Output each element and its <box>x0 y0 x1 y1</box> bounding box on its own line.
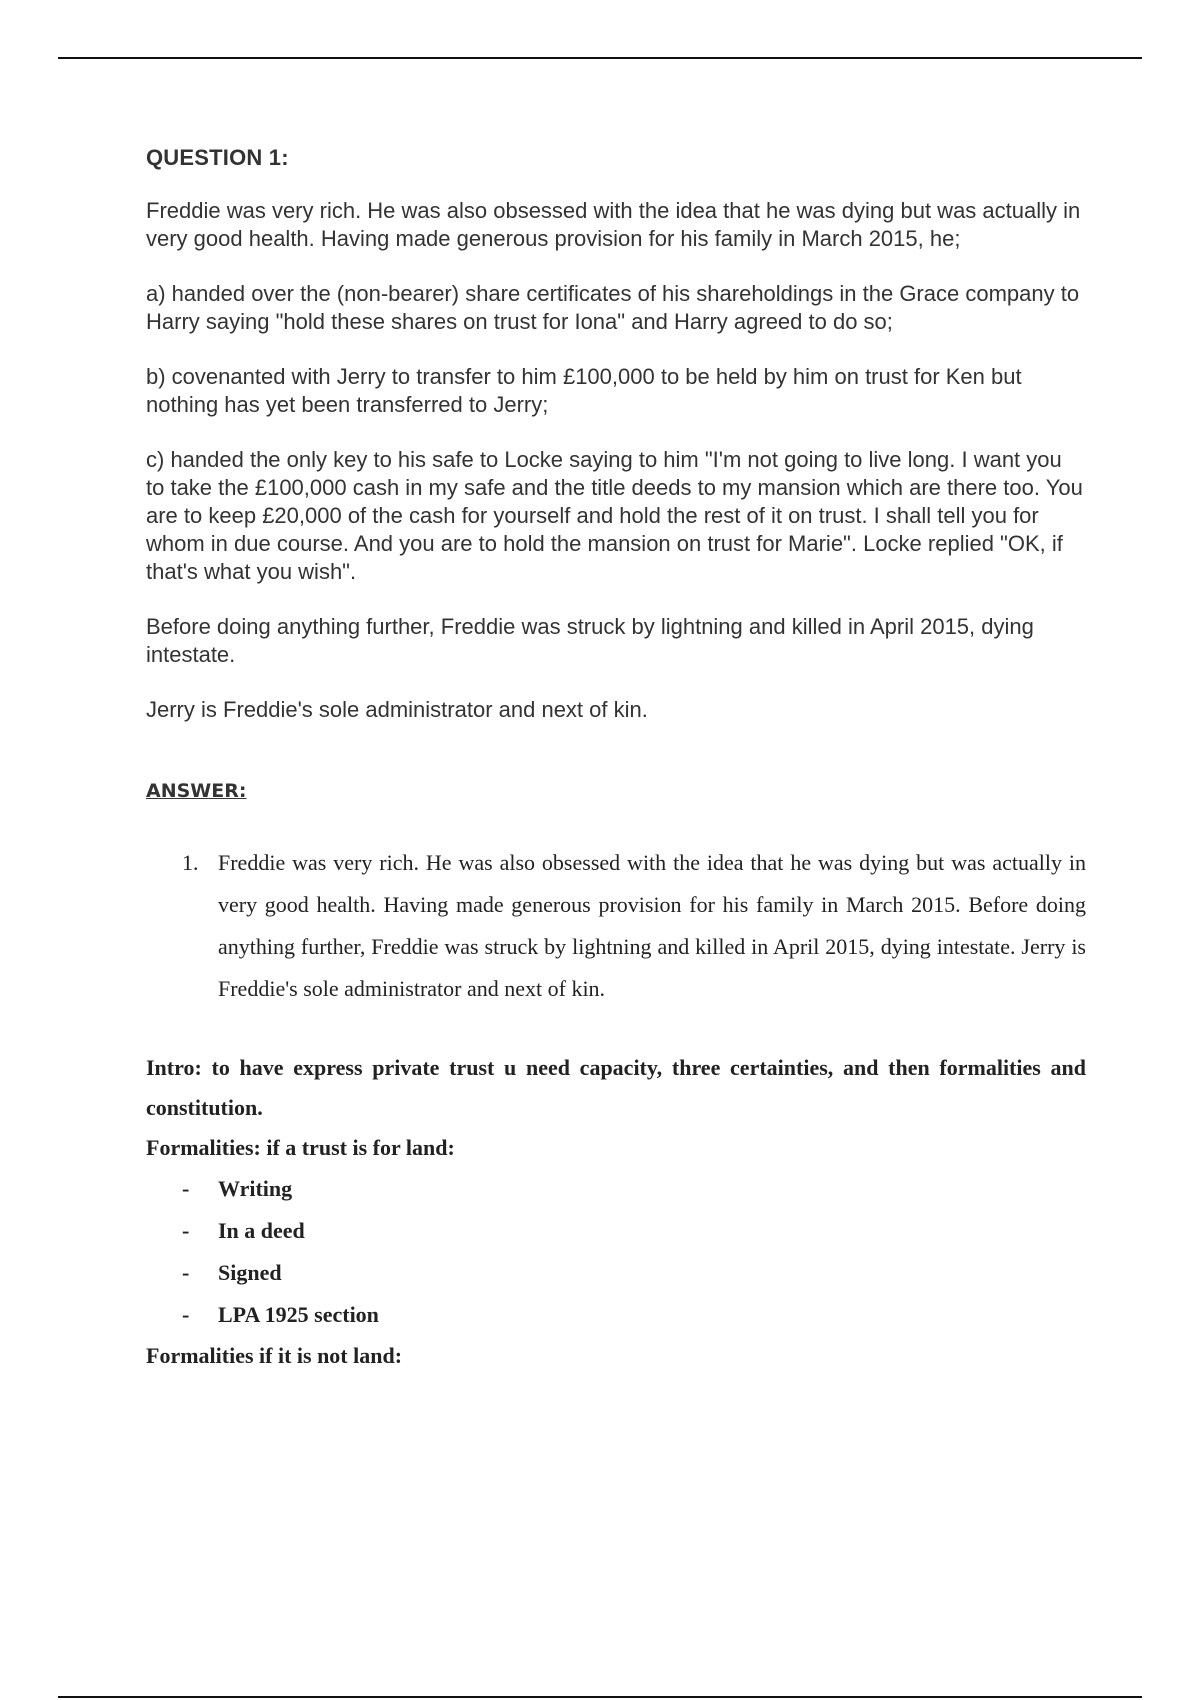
formalities-land-heading: Formalities: if a trust is for land: <box>146 1135 455 1160</box>
formalities-not-land-heading: Formalities if it is not land: <box>146 1343 403 1368</box>
document-body <box>146 145 1086 1376</box>
bottom-rule <box>58 1696 1142 1698</box>
question-part-a: a) handed over the (non-bearer) share certificates of his shareholdings in the Grace company to Harry saying "hold these shares on trust for Iona" and Harry agreed to do so; <box>146 281 1080 334</box>
list-item <box>146 1210 1086 1252</box>
question-heading: QUESTION 1: <box>146 145 289 170</box>
answer-item-text: Freddie was very rich. He was also obsessed with the idea that he was dying but was actually in very good health. Having made generous provision for his family in March 2015. Before doing anything further, Freddie was struck by lightning and killed in April 2015, dying intestate. Jerry is Freddie's sole administrator and next of kin. <box>218 850 1086 1001</box>
list-item <box>146 1294 1086 1336</box>
formalities-land-list <box>146 1168 1086 1336</box>
dash-bullet: - <box>182 1260 190 1285</box>
list-item-text: Writing <box>218 1176 293 1201</box>
list-item-text: Signed <box>218 1260 282 1285</box>
dash-bullet: - <box>182 1176 190 1201</box>
list-item <box>146 1252 1086 1294</box>
question-administrator: Jerry is Freddie's sole administrator and next of kin. <box>146 697 648 722</box>
answer-item-number: 1. <box>182 850 199 875</box>
dash-bullet: - <box>182 1218 190 1243</box>
answer-list <box>146 842 1086 1010</box>
answer-list-item <box>146 842 1086 1010</box>
dash-bullet: - <box>182 1302 190 1327</box>
list-item <box>146 1168 1086 1210</box>
top-rule <box>58 57 1142 59</box>
question-part-c: c) handed the only key to his safe to Locke saying to him "I'm not going to live long. I want you to take the £100,000 cash in my safe and the title deeds to my mansion which are there too. You are to keep £20,000 of the cash for yourself and hold the rest of it on trust. I shall tell you for whom in due course. And you are to hold the mansion on trust for Marie". Locke replied "OK, if that's what you wish". <box>146 447 1083 584</box>
list-item-text: In a deed <box>218 1218 305 1243</box>
answer-intro: Intro: to have express private trust u need capacity, three certainties, and then formalities and constitution. <box>146 1055 1086 1120</box>
answer-heading: ANSWER: <box>146 780 247 802</box>
question-outcome: Before doing anything further, Freddie was struck by lightning and killed in April 2015, dying intestate. <box>146 614 1034 667</box>
question-part-b: b) covenanted with Jerry to transfer to him £100,000 to be held by him on trust for Ken but nothing has yet been transferred to Jerry; <box>146 364 1022 417</box>
list-item-text: LPA 1925 section <box>218 1302 379 1327</box>
question-intro: Freddie was very rich. He was also obsessed with the idea that he was dying but was actually in very good health. Having made generous provision for his family in March 2015, he; <box>146 198 1081 251</box>
